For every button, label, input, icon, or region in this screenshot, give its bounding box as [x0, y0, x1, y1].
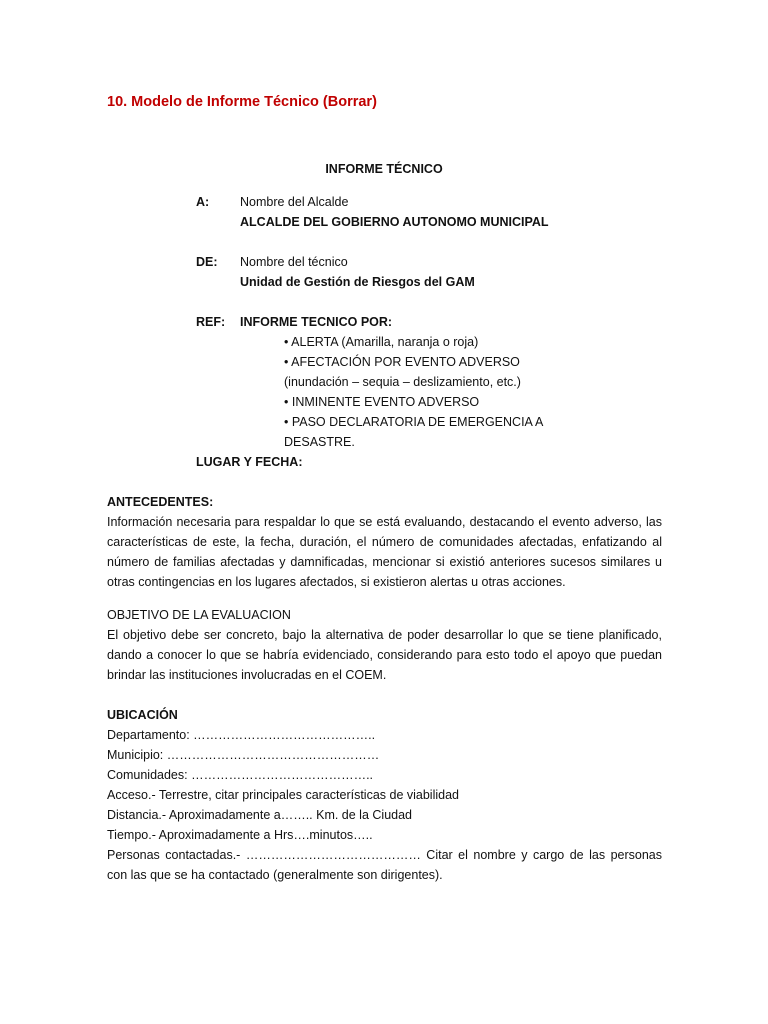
- section-title: 10. Modelo de Informe Técnico (Borrar): [107, 94, 377, 110]
- list-item: DESASTRE.: [284, 435, 355, 449]
- location-line-time: Tiempo.- Aproximadamente a Hrs….minutos…..: [107, 828, 373, 842]
- location-section: [107, 705, 662, 885]
- location-heading: UBICACIÓN: [107, 708, 178, 722]
- sender-label: DE:: [196, 255, 218, 269]
- location-line-communities: Comunidades: ……………………………………..: [107, 768, 374, 782]
- objective-text: El objetivo debe ser concreto, bajo la alternativa de poder desarrollar lo que se tiene planificado, dando a conocer lo que se habría evidenciado, considerando para esto todo el apoyo que puedan brindar las instituciones involucradas en el COEM.: [107, 628, 662, 682]
- location-line-department: Departamento: ……………………………………..: [107, 728, 376, 742]
- list-item: • ALERTA (Amarilla, naranja o roja): [284, 335, 479, 349]
- objective-section: [107, 605, 662, 685]
- background-heading: ANTECEDENTES:: [107, 495, 214, 509]
- objective-heading: OBJETIVO DE LA EVALUACION: [107, 608, 291, 622]
- sender-name: Nombre del técnico: [240, 255, 348, 269]
- location-line-distance: Distancia.- Aproximadamente a…….. Km. de la Ciudad: [107, 808, 412, 822]
- addressee-block: [196, 192, 616, 232]
- addressee-label: A:: [196, 195, 210, 209]
- sender-block: [196, 252, 616, 292]
- reference-list: [284, 332, 584, 452]
- list-item: • PASO DECLARATORIA DE EMERGENCIA A: [284, 415, 544, 429]
- background-text: Información necesaria para respaldar lo que se está evaluando, destacando el evento adverso, las características de este, la fecha, duración, el número de comunidades afectadas, enfatizando al número de familias afectadas y damnificadas, mencionar si existió anteriores sucesos similares u otras contingencias en los lugares afectados, si existieron alertas u otras acciones.: [107, 515, 662, 589]
- location-line-contacts: Personas contactadas.- …………………………………… Citar el nombre y cargo de las personas con las que se ha contactado (generalmente son dirigentes).: [107, 848, 662, 882]
- sender-unit: Unidad de Gestión de Riesgos del GAM: [240, 275, 475, 289]
- background-section: [107, 492, 662, 592]
- place-date-label: LUGAR Y FECHA:: [196, 455, 303, 469]
- list-item: • AFECTACIÓN POR EVENTO ADVERSO: [284, 355, 520, 369]
- reference-label: REF:: [196, 315, 226, 329]
- list-item: • INMINENTE EVENTO ADVERSO: [284, 395, 480, 409]
- list-item: (inundación – sequia – deslizamiento, etc.): [284, 375, 521, 389]
- addressee-role: ALCALDE DEL GOBIERNO AUTONOMO MUNICIPAL: [240, 215, 549, 229]
- location-line-municipality: Municipio: ……………………………………………: [107, 748, 380, 762]
- location-line-access: Acceso.- Terrestre, citar principales características de viabilidad: [107, 788, 459, 802]
- reference-block: [196, 312, 616, 332]
- reference-title: INFORME TECNICO POR:: [240, 315, 393, 329]
- document-title: INFORME TÉCNICO: [325, 162, 443, 176]
- addressee-name: Nombre del Alcalde: [240, 195, 349, 209]
